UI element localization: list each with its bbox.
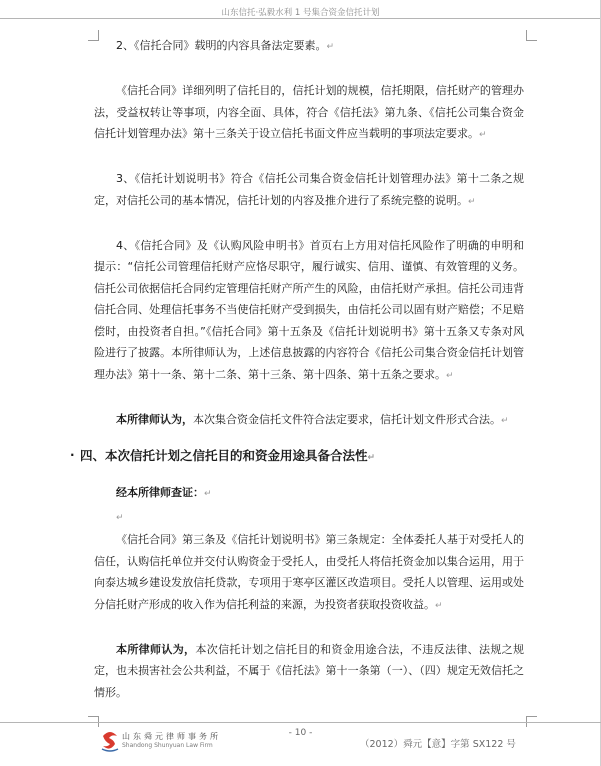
paragraph-trust-purpose: 《信托合同》第三条及《信托计划说明书》第三条规定：全体委托人基于对受托人的信任，认购信托单位并交付认购资金于受托人，由受托人将信托资金加以集合运用，用于向泰达城乡建设发放信托贷款，专项用于寒亭区灌区改造项目。受托人以管理、运用或处分信托财产形成的收入作为信托利益的来源，为投资者获取投资收益。↵ <box>94 533 524 611</box>
paragraph-conclusion-purpose: 本所律师认为，本次信托计划之信托目的和资金用途合法，不违反法律、法规之规定，也未损害社会公共利益，不属于《信托法》第十一条第（一）、（四）规定无效信托之情形。 <box>94 642 525 699</box>
heading-bullet: · <box>70 448 75 462</box>
running-header: 山东信托·弘毅水利 1 号集合资金信托计划 <box>221 8 380 18</box>
paragraph-risk-disclosure: 4、《信托合同》及《认购风险申明书》首页右上方用对信托风险作了明确的申明和提示：“信托公司管理信托财产应恪尽职守，履行诚实、信用、谨慎、有效管理的义务。信托公司依据信托合同约定管理信托财产所产生的风险，由信托财产承担。信托公司违背信托合同、处理信托事务不当使信托财产受到损失，由信托公司以固有财产赔偿；不足赔偿时，由投资者自担。”《信托合同》第十五条及《信托计划说明书》第十五条又专条对风险进行了披露。本所律师认为，上述信息披露的内容符合《信托公司集合资金信托计划管理办法》第十一条、第十二条、第十三条、第十四条、第十五条之要求。↵ <box>94 238 524 381</box>
blank-line <box>94 213 524 235</box>
document-body[interactable] <box>70 35 525 703</box>
blank-line <box>94 59 524 81</box>
blank-line: ↵ <box>116 512 124 523</box>
margin-corner-top-right <box>526 30 537 41</box>
paragraph-plan-description: 3、《信托计划说明书》符合《信托公司集合资金信托计划管理办法》第十二条之规定，对信托公司的基本情况，信托计划的内容及推介进行了系统完整的说明。↵ <box>94 172 524 207</box>
footer-rule <box>0 722 601 723</box>
blank-line <box>94 147 524 169</box>
blank-line <box>94 432 524 444</box>
blank-line <box>94 617 524 639</box>
page-number: - 10 - <box>288 728 313 738</box>
document-reference: （2012）舜元【意】字第 SX122 号 <box>360 739 516 750</box>
paragraph-verification-intro: 经本所律师查证：↵ <box>116 486 212 499</box>
paragraph-contract-elements: 2、《信托合同》载明的内容具备法定要素。↵ <box>116 39 335 52</box>
paragraph-conclusion-documents: 本所律师认为，本次集合资金信托文件符合法定要求，信托计划文件形式合法。↵ <box>116 412 509 426</box>
section-heading: · 四、本次信托计划之信托目的和资金用途具备合法性↵ <box>80 444 540 470</box>
paragraph-contract-details: 《信托合同》详细列明了信托目的，信托计划的规模，信托期限，信托财产的管理办法，受益权转让等事项，内容全面、具体，符合《信托法》第九条、《信托公司集合资金信托计划管理办法》第十三条关于设立信托书面文件应当载明的事项法定要求。↵ <box>94 84 524 140</box>
blank-line <box>94 470 524 482</box>
firm-name-en: Shandong Shunyuan Law Firm <box>122 742 213 749</box>
header-rule <box>0 18 601 19</box>
blank-line <box>94 387 524 409</box>
firm-name-cn: 山东舜元律师事务所 <box>122 732 221 741</box>
